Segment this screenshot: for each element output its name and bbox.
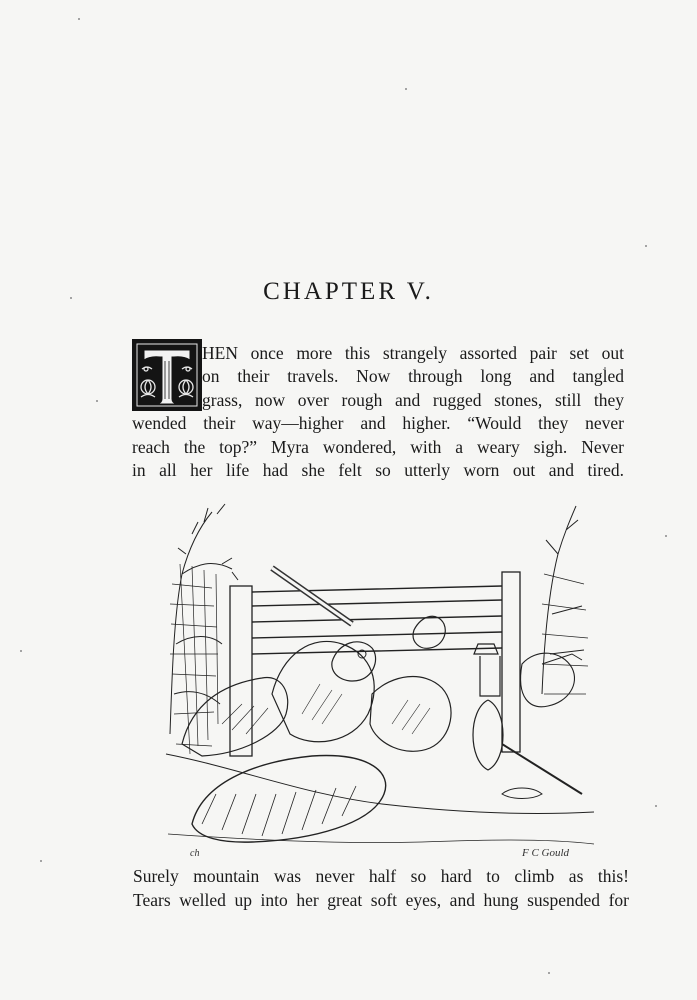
paragraph-line: in all her life had she felt so utterly worn out and tired. — [132, 459, 624, 480]
illustration-signature-left: ch — [190, 848, 200, 859]
paper-speck — [20, 650, 22, 652]
paper-speck — [405, 88, 407, 90]
illustration-signature-right: F C Gould — [522, 847, 570, 859]
paragraph-line: reach the top?” Myra wondered, with a weary sigh. Never — [132, 436, 624, 457]
paragraph-line: Tears welled up into her great soft eyes, and hung suspended for — [133, 889, 629, 910]
continuation-paragraph — [133, 865, 629, 912]
paper-speck — [665, 535, 667, 537]
paragraph-line: grass, now over rough and rugged stones, still they — [202, 389, 624, 410]
paper-speck — [645, 245, 647, 247]
opening-paragraph — [132, 342, 624, 482]
paragraph-line: wended their way—higher and higher. “Would they never — [132, 413, 624, 434]
paragraph-line: on their travels. Now through long and tangled — [202, 366, 624, 387]
paragraph-line: HEN once more this strangely assorted pair set out — [202, 343, 624, 363]
paper-speck — [655, 805, 657, 807]
engraving-illustration — [162, 494, 600, 864]
paper-speck — [40, 860, 42, 862]
paper-speck — [548, 972, 550, 974]
paper-speck — [78, 18, 80, 20]
paragraph-line: Surely mountain was never half so hard to climb as this! — [133, 866, 629, 886]
paper-speck — [96, 400, 98, 402]
chapter-title: CHAPTER V. — [263, 278, 434, 305]
